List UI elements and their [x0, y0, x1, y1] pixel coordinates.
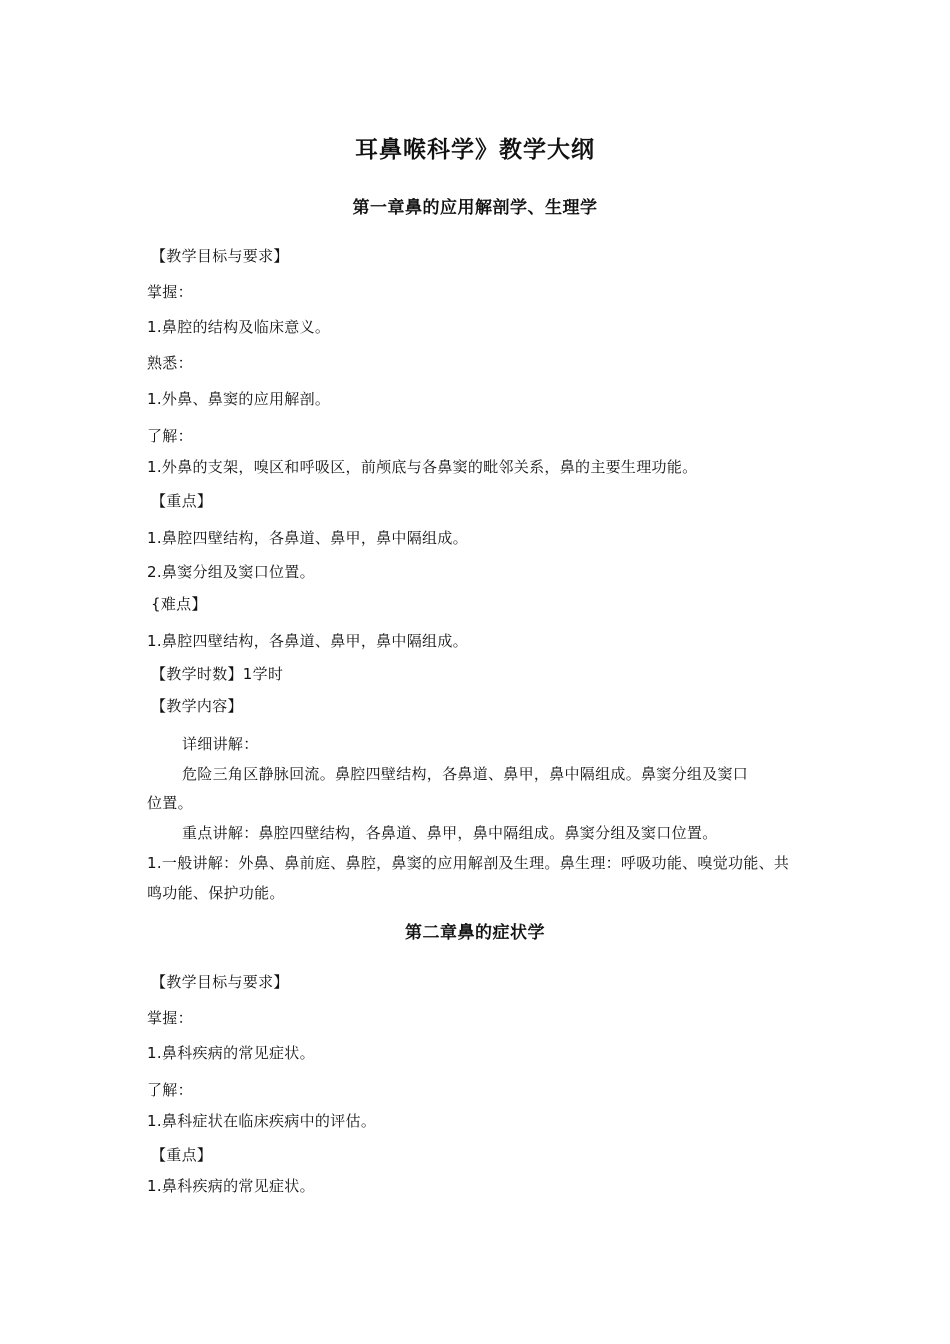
ch1-difficult-item-1: 1.鼻腔四壁结构，各鼻道、鼻甲，鼻中隔组成。	[147, 632, 468, 650]
ch1-understand-label: 了解：	[147, 427, 193, 445]
ch1-understand-item-1: 1.外鼻的支架，嗅区和呼吸区，前颅底与各鼻窦的毗邻关系，鼻的主要生理功能。	[147, 458, 698, 476]
ch1-detail-line-1: 危险三角区静脉回流。鼻腔四壁结构，各鼻道、鼻甲，鼻中隔组成。鼻窦分组及窦口	[182, 765, 749, 783]
ch2-understand-item-1: 1.鼻科症状在临床疾病中的评估。	[147, 1112, 377, 1130]
ch1-focus-line: 重点讲解：鼻腔四壁结构，各鼻道、鼻甲，鼻中隔组成。鼻窦分组及窦口位置。	[182, 824, 718, 842]
ch1-difficult-label: {难点】	[151, 595, 207, 613]
ch1-master-item-1: 1.鼻腔的结构及临床意义。	[147, 318, 331, 336]
ch2-master-label: 掌握：	[147, 1009, 193, 1027]
chapter-1-heading: 第一章鼻的应用解剖学、生理学	[352, 198, 598, 218]
ch1-hours-line: 【教学时数】1学时	[151, 665, 284, 683]
ch1-familiar-item-1: 1.外鼻、鼻窦的应用解剖。	[147, 390, 331, 408]
ch1-master-label: 掌握：	[147, 283, 193, 301]
document-title: 耳鼻喉科学》教学大纲	[355, 137, 595, 163]
ch1-objectives-label: 【教学目标与要求】	[151, 247, 289, 265]
ch1-content-label: 【教学内容】	[151, 697, 243, 715]
ch1-general-line-1: 1.一般讲解：外鼻、鼻前庭、鼻腔，鼻窦的应用解剖及生理。鼻生理：呼吸功能、嗅觉功能、共	[147, 854, 790, 872]
ch2-key-points-label: 【重点】	[151, 1146, 213, 1164]
ch1-key-item-2: 2.鼻窦分组及窦口位置。	[147, 563, 315, 581]
ch1-key-points-label: 【重点】	[151, 492, 213, 510]
ch1-key-item-1: 1.鼻腔四壁结构，各鼻道、鼻甲，鼻中隔组成。	[147, 529, 468, 547]
ch1-detail-label: 详细讲解：	[182, 735, 259, 753]
ch2-master-item-1: 1.鼻科疾病的常见症状。	[147, 1044, 315, 1062]
ch2-objectives-label: 【教学目标与要求】	[151, 973, 289, 991]
ch1-familiar-label: 熟悉：	[147, 354, 193, 372]
ch1-detail-line-2: 位置。	[147, 794, 193, 812]
ch2-understand-label: 了解：	[147, 1081, 193, 1099]
chapter-2-heading: 第二章鼻的症状学	[405, 923, 545, 943]
ch1-general-line-2: 鸣功能、保护功能。	[147, 884, 285, 902]
ch2-key-item-1: 1.鼻科疾病的常见症状。	[147, 1177, 315, 1195]
